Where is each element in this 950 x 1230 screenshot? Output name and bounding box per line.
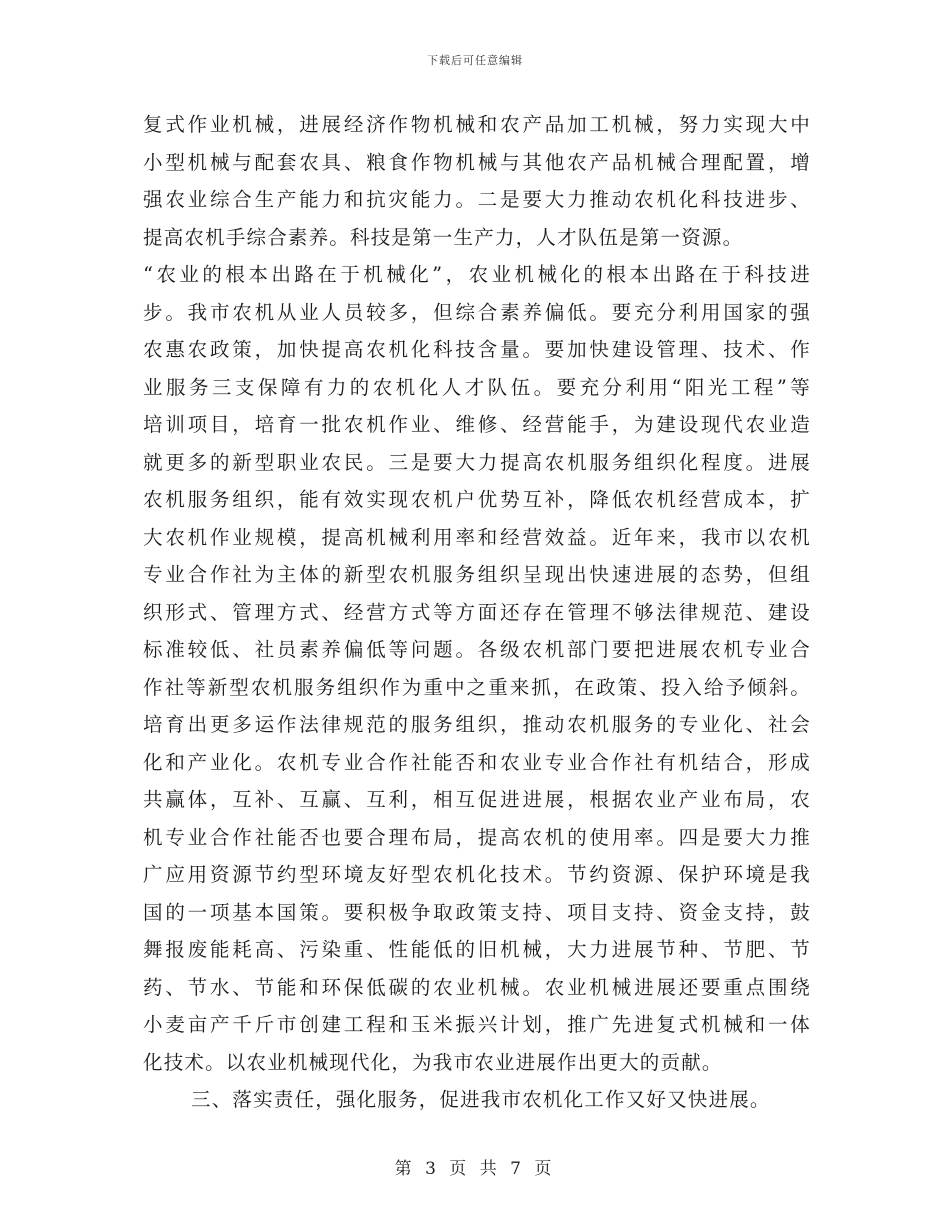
paragraph-line: 提高农机手综合素养。科技是第一生产力，人才队伍是第一资源。 <box>143 225 744 249</box>
paragraph-line: 化和产业化。农机专业合作社能否和农业专业合作社有机结合，形成 <box>143 750 811 774</box>
paragraph-line: 广应用资源节约型环境友好型农机化技术。节约资源、保护环境是我 <box>143 863 811 886</box>
section-heading: 三、落实责任，强化服务，促进我市农机化工作又好又快进展。 <box>191 1088 771 1111</box>
page-header-note: 下载后可任意编辑 <box>427 54 523 67</box>
paragraph-line: 农惠农政策，加快提高农机化科技含量。要加快建设管理、技术、作 <box>143 338 811 361</box>
paragraph-line: 标准较低、社员素养偏低等问题。各级农机部门要把进展农机专业合 <box>143 638 811 661</box>
paragraph-line: 步。我市农机从业人员较多，但综合素养偏低。要充分利用国家的强 <box>143 300 811 324</box>
paragraph-line: 机专业合作社能否也要合理布局，提高农机的使用率。四是要大力推 <box>143 825 811 849</box>
paragraph-line: 专业合作社为主体的新型农机服务组织呈现出快速进展的态势，但组 <box>143 563 811 586</box>
paragraph-line: 复式作业机械，进展经济作物机械和农产品加工机械，努力实现大中 <box>143 113 811 136</box>
paragraph-line: 化技术。以农业机械现代化，为我市农业进展作出更大的贡献。 <box>143 1050 723 1074</box>
paragraph-line: 农机服务组织，能有效实现农机户优势互补，降低农机经营成本，扩 <box>143 488 811 511</box>
paragraph-line: 作社等新型农机服务组织作为重中之重来抓，在政策、投入给予倾斜。 <box>143 675 811 699</box>
paragraph-line: 织形式、管理方式、经营方式等方面还存在管理不够法律规范、建设 <box>143 600 811 624</box>
paragraph-line: “农业的根本出路在于机械化”，农业机械化的根本出路在于科技进 <box>143 263 811 286</box>
document-body <box>143 106 811 1119</box>
paragraph-line: 药、节水、节能和环保低碳的农业机械。农业机械进展还要重点围绕 <box>143 975 811 999</box>
paragraph-line: 业服务三支保障有力的农机化人才队伍。要充分利用“阳光工程”等 <box>143 375 811 399</box>
paragraph-line: 舞报废能耗高、污染重、性能低的旧机械，大力进展节种、节肥、节 <box>143 938 811 961</box>
paragraph-line: 小麦亩产千斤市创建工程和玉米振兴计划，推广先进复式机械和一体 <box>143 1013 811 1036</box>
paragraph-line: 培育出更多运作法律规范的服务组织，推动农机服务的专业化、社会 <box>143 713 811 736</box>
paragraph-line: 强农业综合生产能力和抗灾能力。二是要大力推动农机化科技进步、 <box>143 188 811 211</box>
paragraph-line: 共赢体，互补、互赢、互利，相互促进进展，根据农业产业布局，农 <box>143 788 811 811</box>
page-number: 第 3 页 共 7 页 <box>394 1159 556 1179</box>
paragraph-line: 小型机械与配套农具、粮食作物机械与其他农产品机械合理配置，增 <box>143 150 811 174</box>
paragraph-line: 国的一项基本国策。要积极争取政策支持、项目支持、资金支持，鼓 <box>143 900 811 924</box>
paragraph-line: 大农机作业规模，提高机械利用率和经营效益。近年来，我市以农机 <box>143 525 811 549</box>
paragraph-line: 就更多的新型职业农民。三是要大力提高农机服务组织化程度。进展 <box>143 450 811 474</box>
paragraph-line: 培训项目，培育一批农机作业、维修、经营能手，为建设现代农业造 <box>143 413 811 436</box>
